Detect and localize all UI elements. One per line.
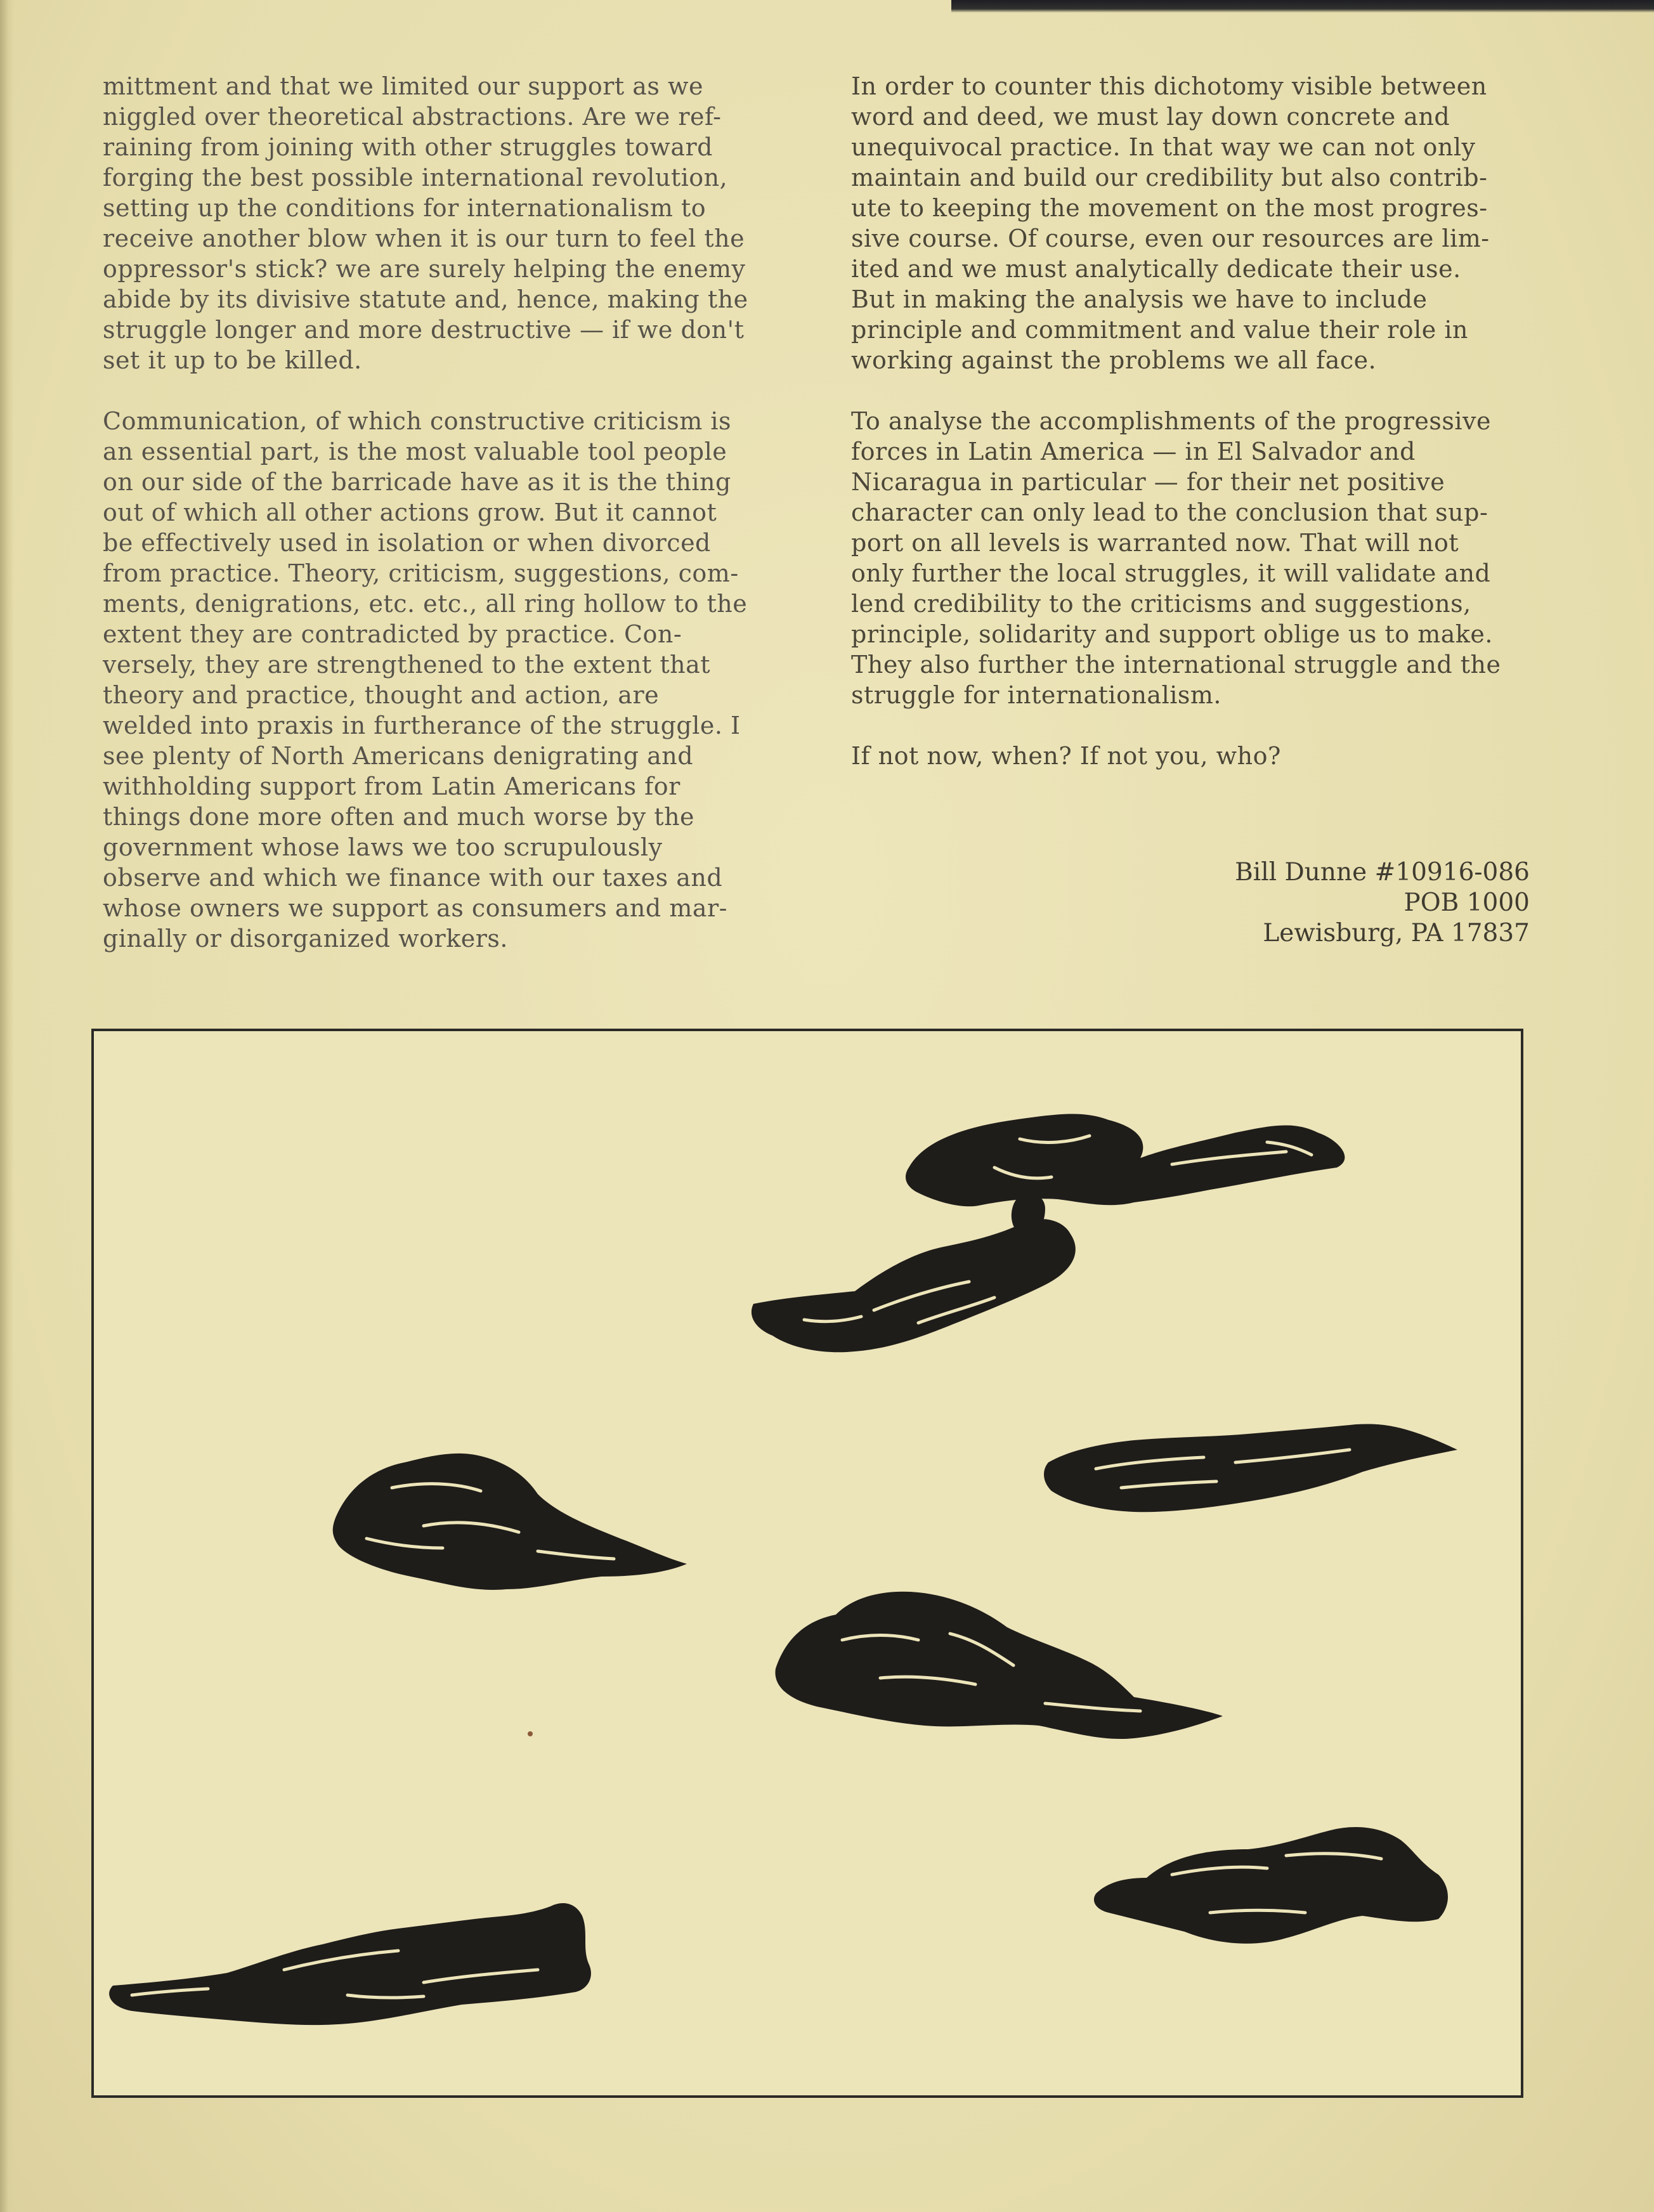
figure-right-middle — [1044, 1424, 1457, 1512]
right-text-column — [851, 71, 1517, 802]
figure-top-right — [906, 1114, 1345, 1207]
author-name: Bill Dunne #10916-086 — [1235, 858, 1530, 887]
author-address-line-1: POB 1000 — [1403, 888, 1530, 917]
bodies-illustration — [94, 1031, 1521, 2095]
figure-mid-upper-left — [752, 1194, 1076, 1352]
illustration-frame — [91, 1029, 1523, 2098]
author-address-line-2: Lewisburg, PA 17837 — [1263, 919, 1530, 947]
right-paragraph-1: In order to counter this dichotomy visible between word and deed, we must lay down concrete and unequivocal practice. In that way we can not only maintain and build our credibility but also contrib- ute to keeping the movement on the most progres- sive course. Of course, even our resources are lim- ited and we must analytically dedicate their use. But in making the analysis we have to include principle and commitment and value their role in working against the problems we all face. — [851, 72, 1490, 374]
figure-bottom-left — [109, 1903, 591, 2025]
ink-speck — [528, 1731, 533, 1736]
left-paragraph-1: mittment and that we limited our support as we niggled over theoretical abstractions. Are we ref- raining from joining with other struggles toward forging the best possible international revolution, setting up the conditions for internationalism to receive another blow when it is our turn to feel the oppressor's stick? we are surely helping the enemy abide by its divisive statute and, hence, making the struggle longer and more destructive — if we don't set it up to be killed. — [103, 72, 748, 374]
left-paragraph-2: Communication, of which constructive criticism is an essential part, is the most valuable tool people on our side of the barricade have as it is the thing out of which all other actions grow. But it cannot be effectively used in isolation or when divorced from practice. Theory, criticism, suggestions, com- ments, denigrations, etc. etc., all ring hollow to the extent they are contradicted by practice. Con- versely, they are strengthened to the extent that theory and practice, thought and action, are welded into praxis in furtherance of the struggle. I see plenty of North Americans denigrating and withholding support from Latin Americans for things done more often and much worse by the government whose laws we too scrupulously observe and which we finance with our taxes and whose owners we support as consumers and mar- ginally or disorganized workers. — [103, 407, 748, 953]
figure-left-middle — [333, 1454, 687, 1590]
author-signature-block — [1235, 857, 1530, 949]
right-paragraph-2: To analyse the accomplishments of the progressive forces in Latin America — in El Salvador and Nicaragua in particular — for their net positive character can only lead to the conclusion that sup- port on all levels is warranted now. That will not only further the local struggles, it will validate and lend credibility to the criticisms and suggestions, principle, solidarity and support oblige us to make. They also further the international struggle and the struggle for internationalism. — [851, 407, 1501, 709]
page-binding-edge — [0, 0, 14, 2212]
scan-top-edge — [951, 0, 1654, 13]
closing-question: If not now, when? If not you, who? — [851, 742, 1281, 770]
left-text-column — [103, 71, 762, 984]
figure-lower-right — [1094, 1827, 1448, 1944]
figure-center — [775, 1592, 1223, 1739]
